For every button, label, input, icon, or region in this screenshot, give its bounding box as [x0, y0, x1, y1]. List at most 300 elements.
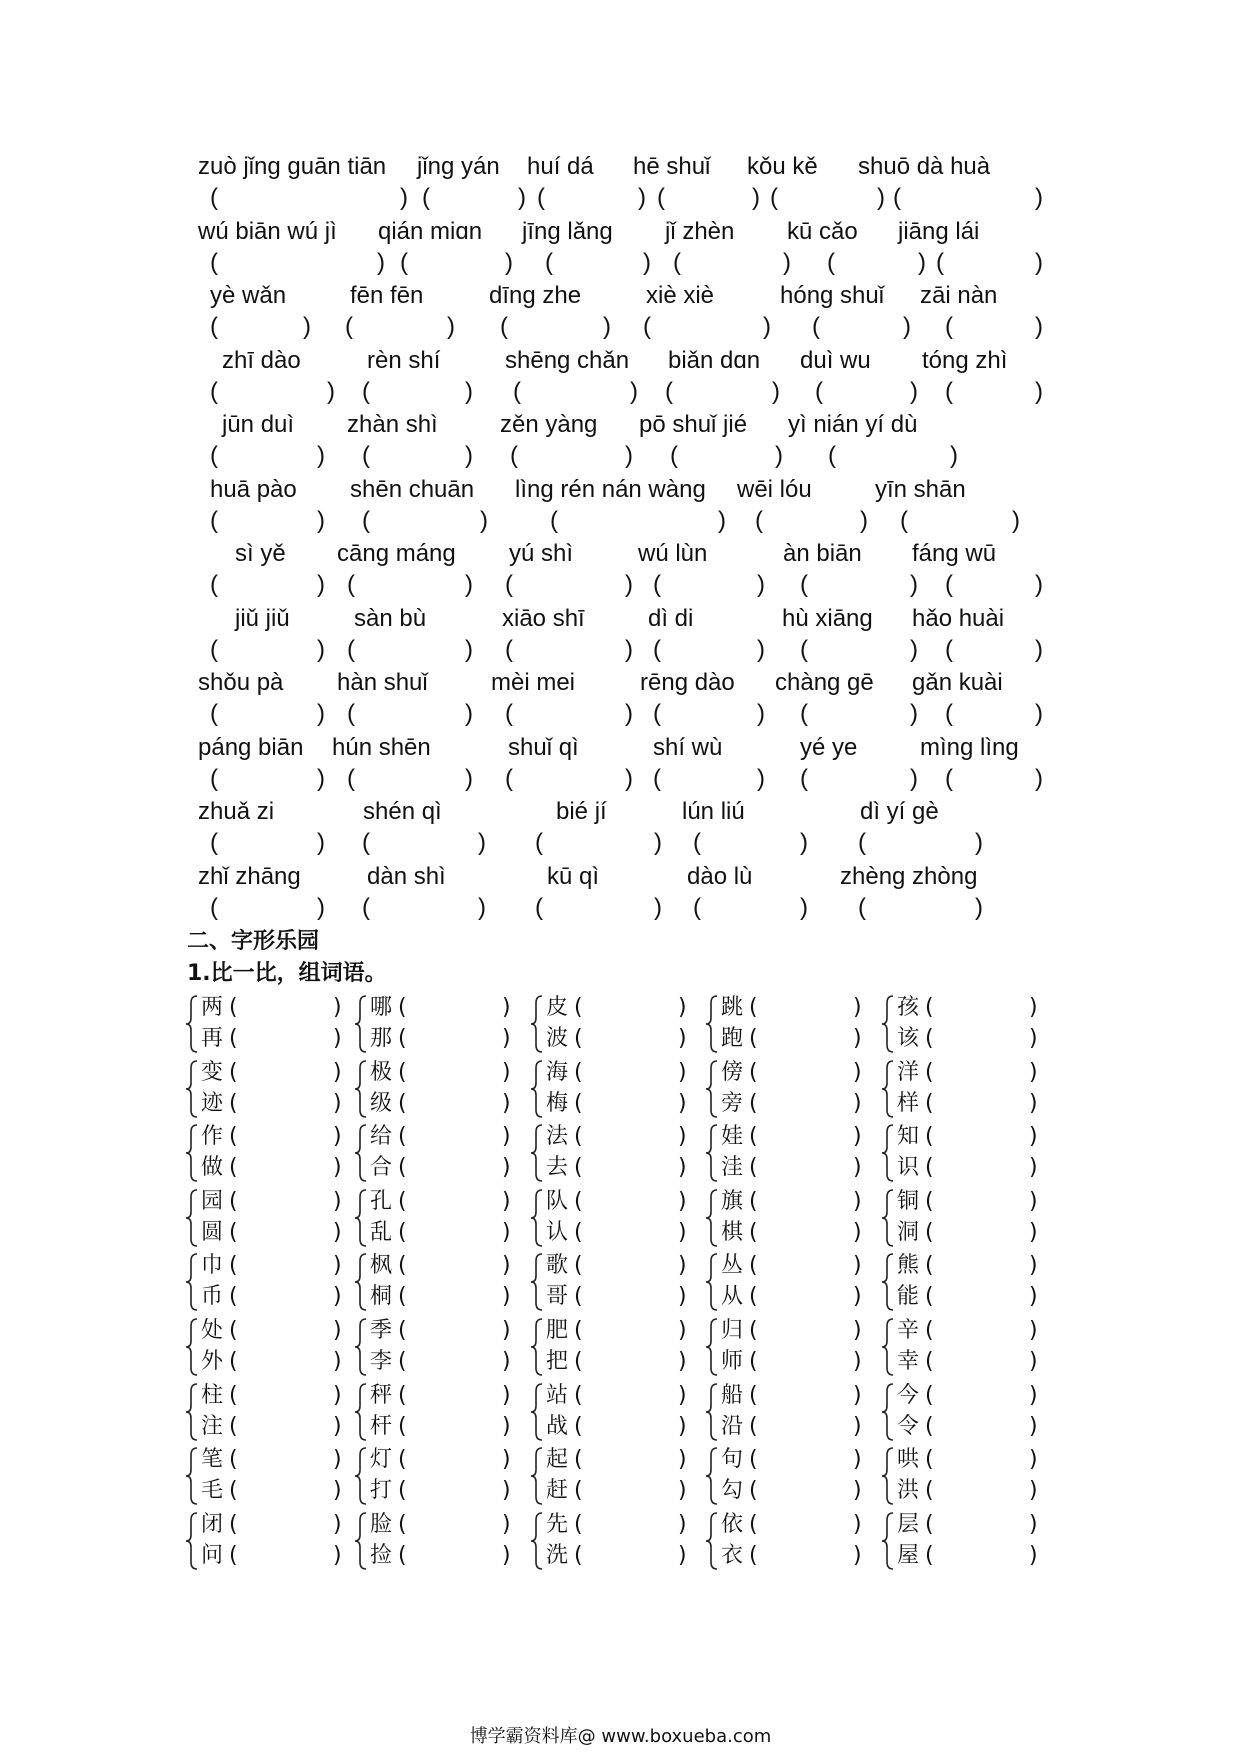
answer-blank-open-paren[interactable]: ( — [398, 1284, 407, 1310]
answer-blank-close-paren[interactable]: ) — [1029, 1253, 1038, 1279]
answer-blank-close-paren[interactable]: ) — [678, 1284, 687, 1310]
answer-blank-close-paren[interactable]: ) — [465, 377, 473, 405]
answer-blank-close-paren[interactable]: ) — [678, 1542, 687, 1568]
answer-blank-close-paren[interactable]: ) — [505, 248, 513, 276]
answer-blank-close-paren[interactable]: ) — [502, 1155, 511, 1181]
answer-blank-close-paren[interactable]: ) — [1035, 377, 1043, 405]
answer-blank-open-paren[interactable]: ( — [398, 1447, 407, 1473]
answer-blank-open-paren[interactable]: ( — [945, 571, 953, 598]
answer-blank-close-paren[interactable]: ) — [678, 1026, 687, 1051]
answer-blank-close-paren[interactable]: ) — [603, 313, 611, 340]
answer-blank-open-paren[interactable]: ( — [229, 1124, 238, 1150]
answer-blank-open-paren[interactable]: ( — [210, 764, 218, 792]
answer-blank-close-paren[interactable]: ) — [910, 571, 918, 598]
answer-blank-close-paren[interactable]: ) — [317, 442, 325, 469]
answer-blank-open-paren[interactable]: ( — [858, 893, 866, 921]
answer-blank-close-paren[interactable]: ) — [678, 1188, 687, 1214]
answer-blank-close-paren[interactable]: ) — [853, 1284, 862, 1310]
answer-blank-open-paren[interactable]: ( — [210, 506, 218, 534]
answer-blank-open-paren[interactable]: ( — [945, 377, 953, 405]
answer-blank-close-paren[interactable]: ) — [783, 248, 791, 276]
answer-blank-open-paren[interactable]: ( — [755, 506, 763, 534]
answer-blank-close-paren[interactable]: ) — [678, 1059, 687, 1085]
answer-blank-open-paren[interactable]: ( — [398, 1382, 407, 1408]
answer-blank-close-paren[interactable]: ) — [800, 829, 808, 856]
answer-blank-close-paren[interactable]: ) — [478, 893, 486, 921]
answer-blank-close-paren[interactable]: ) — [317, 571, 325, 598]
answer-blank-close-paren[interactable]: ) — [333, 1284, 342, 1310]
answer-blank-close-paren[interactable]: ) — [333, 1155, 342, 1181]
answer-blank-close-paren[interactable]: ) — [317, 764, 325, 792]
answer-blank-open-paren[interactable]: ( — [347, 764, 355, 792]
answer-blank-close-paren[interactable]: ) — [502, 1090, 511, 1116]
answer-blank-close-paren[interactable]: ) — [678, 1478, 687, 1504]
answer-blank-open-paren[interactable]: ( — [398, 1318, 407, 1343]
answer-blank-close-paren[interactable]: ) — [853, 1478, 862, 1504]
answer-blank-open-paren[interactable]: ( — [229, 1478, 238, 1504]
answer-blank-close-paren[interactable]: ) — [333, 1413, 342, 1439]
answer-blank-close-paren[interactable]: ) — [447, 313, 455, 340]
answer-blank-open-paren[interactable]: ( — [500, 313, 508, 340]
answer-blank-close-paren[interactable]: ) — [678, 1511, 687, 1537]
answer-blank-close-paren[interactable]: ) — [502, 1188, 511, 1214]
answer-blank-close-paren[interactable]: ) — [1029, 1059, 1038, 1085]
answer-blank-open-paren[interactable]: ( — [229, 1542, 238, 1568]
answer-blank-open-paren[interactable]: ( — [800, 764, 808, 792]
answer-blank-open-paren[interactable]: ( — [925, 995, 934, 1020]
answer-blank-close-paren[interactable]: ) — [678, 1219, 687, 1245]
answer-blank-open-paren[interactable]: ( — [505, 571, 513, 598]
answer-blank-close-paren[interactable]: ) — [502, 1542, 511, 1568]
answer-blank-close-paren[interactable]: ) — [480, 506, 488, 534]
answer-blank-open-paren[interactable]: ( — [398, 1511, 407, 1537]
answer-blank-open-paren[interactable]: ( — [749, 995, 758, 1020]
answer-blank-close-paren[interactable]: ) — [678, 1155, 687, 1181]
answer-blank-close-paren[interactable]: ) — [333, 1219, 342, 1245]
answer-blank-open-paren[interactable]: ( — [210, 571, 218, 598]
answer-blank-close-paren[interactable]: ) — [502, 1349, 511, 1374]
answer-blank-open-paren[interactable]: ( — [925, 1542, 934, 1568]
answer-blank-open-paren[interactable]: ( — [749, 1059, 758, 1085]
answer-blank-close-paren[interactable]: ) — [502, 1284, 511, 1310]
answer-blank-close-paren[interactable]: ) — [333, 1447, 342, 1473]
answer-blank-close-paren[interactable]: ) — [333, 1542, 342, 1568]
answer-blank-open-paren[interactable]: ( — [210, 635, 218, 663]
answer-blank-open-paren[interactable]: ( — [537, 184, 545, 211]
answer-blank-close-paren[interactable]: ) — [465, 700, 473, 727]
answer-blank-close-paren[interactable]: ) — [333, 1511, 342, 1537]
answer-blank-close-paren[interactable]: ) — [757, 571, 765, 598]
answer-blank-open-paren[interactable]: ( — [925, 1059, 934, 1085]
answer-blank-close-paren[interactable]: ) — [1035, 764, 1043, 792]
answer-blank-close-paren[interactable]: ) — [800, 893, 808, 921]
answer-blank-open-paren[interactable]: ( — [749, 1284, 758, 1310]
answer-blank-open-paren[interactable]: ( — [749, 1349, 758, 1374]
answer-blank-open-paren[interactable]: ( — [749, 1188, 758, 1214]
answer-blank-close-paren[interactable]: ) — [333, 1318, 342, 1343]
answer-blank-close-paren[interactable]: ) — [502, 1511, 511, 1537]
answer-blank-close-paren[interactable]: ) — [1029, 1026, 1038, 1051]
answer-blank-close-paren[interactable]: ) — [853, 1155, 862, 1181]
answer-blank-open-paren[interactable]: ( — [229, 995, 238, 1020]
answer-blank-close-paren[interactable]: ) — [502, 1219, 511, 1245]
answer-blank-close-paren[interactable]: ) — [757, 635, 765, 663]
answer-blank-open-paren[interactable]: ( — [749, 1511, 758, 1537]
answer-blank-close-paren[interactable]: ) — [853, 1219, 862, 1245]
answer-blank-close-paren[interactable]: ) — [333, 1349, 342, 1374]
answer-blank-open-paren[interactable]: ( — [574, 1349, 583, 1374]
answer-blank-close-paren[interactable]: ) — [327, 377, 335, 405]
answer-blank-open-paren[interactable]: ( — [925, 1090, 934, 1116]
answer-blank-open-paren[interactable]: ( — [574, 1318, 583, 1343]
answer-blank-open-paren[interactable]: ( — [945, 635, 953, 663]
answer-blank-close-paren[interactable]: ) — [303, 313, 311, 340]
answer-blank-open-paren[interactable]: ( — [574, 1447, 583, 1473]
answer-blank-open-paren[interactable]: ( — [400, 248, 408, 276]
answer-blank-close-paren[interactable]: ) — [333, 1124, 342, 1150]
answer-blank-open-paren[interactable]: ( — [673, 248, 681, 276]
answer-blank-open-paren[interactable]: ( — [362, 506, 370, 534]
answer-blank-close-paren[interactable]: ) — [333, 1188, 342, 1214]
answer-blank-open-paren[interactable]: ( — [398, 1155, 407, 1181]
answer-blank-close-paren[interactable]: ) — [853, 1253, 862, 1279]
answer-blank-open-paren[interactable]: ( — [229, 1155, 238, 1181]
answer-blank-close-paren[interactable]: ) — [638, 184, 646, 211]
answer-blank-open-paren[interactable]: ( — [653, 635, 661, 663]
answer-blank-close-paren[interactable]: ) — [502, 1124, 511, 1150]
answer-blank-open-paren[interactable]: ( — [574, 1253, 583, 1279]
answer-blank-close-paren[interactable]: ) — [502, 1253, 511, 1279]
answer-blank-open-paren[interactable]: ( — [398, 1090, 407, 1116]
answer-blank-close-paren[interactable]: ) — [625, 571, 633, 598]
answer-blank-close-paren[interactable]: ) — [518, 184, 526, 211]
answer-blank-close-paren[interactable]: ) — [860, 506, 868, 534]
answer-blank-close-paren[interactable]: ) — [910, 700, 918, 727]
answer-blank-close-paren[interactable]: ) — [853, 1447, 862, 1473]
answer-blank-close-paren[interactable]: ) — [853, 1059, 862, 1085]
answer-blank-close-paren[interactable]: ) — [333, 1090, 342, 1116]
answer-blank-open-paren[interactable]: ( — [858, 829, 866, 856]
answer-blank-close-paren[interactable]: ) — [1029, 1090, 1038, 1116]
answer-blank-open-paren[interactable]: ( — [229, 1253, 238, 1279]
answer-blank-open-paren[interactable]: ( — [229, 1318, 238, 1343]
answer-blank-open-paren[interactable]: ( — [925, 1219, 934, 1245]
answer-blank-close-paren[interactable]: ) — [1035, 700, 1043, 727]
answer-blank-open-paren[interactable]: ( — [749, 1219, 758, 1245]
answer-blank-open-paren[interactable]: ( — [398, 1026, 407, 1051]
answer-blank-close-paren[interactable]: ) — [772, 377, 780, 405]
answer-blank-open-paren[interactable]: ( — [749, 1447, 758, 1473]
answer-blank-close-paren[interactable]: ) — [478, 829, 486, 856]
answer-blank-close-paren[interactable]: ) — [752, 184, 760, 211]
answer-blank-open-paren[interactable]: ( — [229, 1284, 238, 1310]
answer-blank-close-paren[interactable]: ) — [678, 995, 687, 1020]
answer-blank-open-paren[interactable]: ( — [574, 1059, 583, 1085]
answer-blank-open-paren[interactable]: ( — [574, 1026, 583, 1051]
answer-blank-open-paren[interactable]: ( — [398, 995, 407, 1020]
answer-blank-close-paren[interactable]: ) — [502, 1318, 511, 1343]
answer-blank-open-paren[interactable]: ( — [925, 1318, 934, 1343]
answer-blank-open-paren[interactable]: ( — [925, 1155, 934, 1181]
answer-blank-close-paren[interactable]: ) — [1029, 1478, 1038, 1504]
answer-blank-open-paren[interactable]: ( — [210, 829, 218, 856]
answer-blank-open-paren[interactable]: ( — [800, 571, 808, 598]
answer-blank-close-paren[interactable]: ) — [678, 1382, 687, 1408]
answer-blank-close-paren[interactable]: ) — [317, 506, 325, 534]
answer-blank-close-paren[interactable]: ) — [1029, 1124, 1038, 1150]
answer-blank-open-paren[interactable]: ( — [362, 442, 370, 469]
answer-blank-open-paren[interactable]: ( — [945, 313, 953, 340]
answer-blank-open-paren[interactable]: ( — [229, 1413, 238, 1439]
answer-blank-close-paren[interactable]: ) — [1029, 1188, 1038, 1214]
answer-blank-open-paren[interactable]: ( — [574, 1382, 583, 1408]
answer-blank-open-paren[interactable]: ( — [800, 635, 808, 663]
answer-blank-close-paren[interactable]: ) — [502, 995, 511, 1020]
answer-blank-open-paren[interactable]: ( — [398, 1219, 407, 1245]
answer-blank-open-paren[interactable]: ( — [347, 700, 355, 727]
answer-blank-close-paren[interactable]: ) — [678, 1413, 687, 1439]
answer-blank-open-paren[interactable]: ( — [812, 313, 820, 340]
answer-blank-open-paren[interactable]: ( — [574, 1219, 583, 1245]
answer-blank-open-paren[interactable]: ( — [749, 1413, 758, 1439]
answer-blank-open-paren[interactable]: ( — [210, 248, 218, 276]
answer-blank-close-paren[interactable]: ) — [1029, 1413, 1038, 1439]
answer-blank-close-paren[interactable]: ) — [317, 829, 325, 856]
answer-blank-close-paren[interactable]: ) — [1035, 248, 1043, 276]
answer-blank-open-paren[interactable]: ( — [657, 184, 665, 211]
answer-blank-open-paren[interactable]: ( — [550, 506, 558, 534]
answer-blank-open-paren[interactable]: ( — [945, 764, 953, 792]
answer-blank-close-paren[interactable]: ) — [643, 248, 651, 276]
answer-blank-close-paren[interactable]: ) — [333, 1026, 342, 1051]
answer-blank-close-paren[interactable]: ) — [853, 1542, 862, 1568]
answer-blank-close-paren[interactable]: ) — [678, 1447, 687, 1473]
answer-blank-open-paren[interactable]: ( — [398, 1349, 407, 1374]
answer-blank-open-paren[interactable]: ( — [925, 1447, 934, 1473]
answer-blank-open-paren[interactable]: ( — [749, 1124, 758, 1150]
answer-blank-open-paren[interactable]: ( — [925, 1188, 934, 1214]
answer-blank-close-paren[interactable]: ) — [1035, 184, 1043, 211]
answer-blank-open-paren[interactable]: ( — [749, 1026, 758, 1051]
answer-blank-close-paren[interactable]: ) — [853, 1090, 862, 1116]
answer-blank-open-paren[interactable]: ( — [398, 1059, 407, 1085]
answer-blank-open-paren[interactable]: ( — [749, 1478, 758, 1504]
answer-blank-open-paren[interactable]: ( — [362, 377, 370, 405]
answer-blank-open-paren[interactable]: ( — [398, 1124, 407, 1150]
answer-blank-open-paren[interactable]: ( — [229, 1059, 238, 1085]
answer-blank-close-paren[interactable]: ) — [465, 764, 473, 792]
answer-blank-close-paren[interactable]: ) — [502, 1413, 511, 1439]
answer-blank-close-paren[interactable]: ) — [1035, 635, 1043, 663]
answer-blank-open-paren[interactable]: ( — [749, 1090, 758, 1116]
answer-blank-close-paren[interactable]: ) — [317, 700, 325, 727]
answer-blank-close-paren[interactable]: ) — [1029, 1382, 1038, 1408]
answer-blank-open-paren[interactable]: ( — [513, 377, 521, 405]
answer-blank-open-paren[interactable]: ( — [749, 1318, 758, 1343]
answer-blank-open-paren[interactable]: ( — [653, 571, 661, 598]
answer-blank-close-paren[interactable]: ) — [975, 893, 983, 921]
answer-blank-close-paren[interactable]: ) — [502, 1478, 511, 1504]
answer-blank-close-paren[interactable]: ) — [975, 829, 983, 856]
answer-blank-open-paren[interactable]: ( — [210, 184, 218, 211]
answer-blank-close-paren[interactable]: ) — [333, 995, 342, 1020]
answer-blank-open-paren[interactable]: ( — [925, 1478, 934, 1504]
answer-blank-close-paren[interactable]: ) — [654, 893, 662, 921]
answer-blank-close-paren[interactable]: ) — [910, 635, 918, 663]
answer-blank-close-paren[interactable]: ) — [853, 1124, 862, 1150]
answer-blank-open-paren[interactable]: ( — [362, 829, 370, 856]
answer-blank-open-paren[interactable]: ( — [749, 1542, 758, 1568]
answer-blank-close-paren[interactable]: ) — [853, 1349, 862, 1374]
answer-blank-open-paren[interactable]: ( — [828, 442, 836, 469]
answer-blank-close-paren[interactable]: ) — [678, 1318, 687, 1343]
answer-blank-open-paren[interactable]: ( — [229, 1349, 238, 1374]
answer-blank-open-paren[interactable]: ( — [945, 700, 953, 727]
answer-blank-open-paren[interactable]: ( — [505, 700, 513, 727]
answer-blank-close-paren[interactable]: ) — [1029, 1318, 1038, 1343]
answer-blank-close-paren[interactable]: ) — [950, 442, 958, 469]
answer-blank-open-paren[interactable]: ( — [900, 506, 908, 534]
answer-blank-open-paren[interactable]: ( — [229, 1511, 238, 1537]
answer-blank-close-paren[interactable]: ) — [502, 1382, 511, 1408]
answer-blank-open-paren[interactable]: ( — [815, 377, 823, 405]
answer-blank-open-paren[interactable]: ( — [925, 1349, 934, 1374]
answer-blank-close-paren[interactable]: ) — [465, 571, 473, 598]
answer-blank-open-paren[interactable]: ( — [210, 377, 218, 405]
answer-blank-close-paren[interactable]: ) — [317, 893, 325, 921]
answer-blank-close-paren[interactable]: ) — [317, 635, 325, 663]
answer-blank-close-paren[interactable]: ) — [775, 442, 783, 469]
answer-blank-open-paren[interactable]: ( — [574, 1188, 583, 1214]
answer-blank-close-paren[interactable]: ) — [1029, 1284, 1038, 1310]
answer-blank-open-paren[interactable]: ( — [574, 1542, 583, 1568]
answer-blank-close-paren[interactable]: ) — [678, 1349, 687, 1374]
answer-blank-open-paren[interactable]: ( — [925, 1124, 934, 1150]
answer-blank-close-paren[interactable]: ) — [1029, 1219, 1038, 1245]
answer-blank-open-paren[interactable]: ( — [574, 1511, 583, 1537]
answer-blank-open-paren[interactable]: ( — [574, 1155, 583, 1181]
answer-blank-open-paren[interactable]: ( — [574, 1090, 583, 1116]
answer-blank-open-paren[interactable]: ( — [535, 829, 543, 856]
answer-blank-open-paren[interactable]: ( — [574, 1413, 583, 1439]
answer-blank-close-paren[interactable]: ) — [1029, 1542, 1038, 1568]
answer-blank-open-paren[interactable]: ( — [643, 313, 651, 340]
answer-blank-close-paren[interactable]: ) — [853, 1413, 862, 1439]
answer-blank-open-paren[interactable]: ( — [210, 313, 218, 340]
answer-blank-close-paren[interactable]: ) — [333, 1253, 342, 1279]
answer-blank-open-paren[interactable]: ( — [398, 1413, 407, 1439]
answer-blank-close-paren[interactable]: ) — [1029, 1349, 1038, 1374]
answer-blank-open-paren[interactable]: ( — [210, 893, 218, 921]
answer-blank-close-paren[interactable]: ) — [400, 184, 408, 211]
answer-blank-close-paren[interactable]: ) — [678, 1253, 687, 1279]
answer-blank-open-paren[interactable]: ( — [800, 700, 808, 727]
answer-blank-close-paren[interactable]: ) — [625, 442, 633, 469]
answer-blank-open-paren[interactable]: ( — [347, 571, 355, 598]
answer-blank-open-paren[interactable]: ( — [693, 893, 701, 921]
answer-blank-open-paren[interactable]: ( — [229, 1090, 238, 1116]
answer-blank-close-paren[interactable]: ) — [763, 313, 771, 340]
answer-blank-open-paren[interactable]: ( — [574, 1478, 583, 1504]
answer-blank-close-paren[interactable]: ) — [1035, 571, 1043, 598]
answer-blank-open-paren[interactable]: ( — [925, 1253, 934, 1279]
answer-blank-open-paren[interactable]: ( — [535, 893, 543, 921]
answer-blank-open-paren[interactable]: ( — [665, 377, 673, 405]
answer-blank-open-paren[interactable]: ( — [574, 1284, 583, 1310]
answer-blank-close-paren[interactable]: ) — [333, 1382, 342, 1408]
answer-blank-close-paren[interactable]: ) — [1029, 1155, 1038, 1181]
answer-blank-open-paren[interactable]: ( — [229, 1382, 238, 1408]
answer-blank-close-paren[interactable]: ) — [1012, 506, 1020, 534]
answer-blank-open-paren[interactable]: ( — [653, 764, 661, 792]
answer-blank-close-paren[interactable]: ) — [678, 1124, 687, 1150]
answer-blank-open-paren[interactable]: ( — [893, 184, 901, 211]
answer-blank-close-paren[interactable]: ) — [853, 1382, 862, 1408]
answer-blank-close-paren[interactable]: ) — [853, 1511, 862, 1537]
answer-blank-open-paren[interactable]: ( — [505, 764, 513, 792]
answer-blank-close-paren[interactable]: ) — [630, 377, 638, 405]
answer-blank-open-paren[interactable]: ( — [574, 1124, 583, 1150]
answer-blank-close-paren[interactable]: ) — [625, 700, 633, 727]
answer-blank-close-paren[interactable]: ) — [757, 700, 765, 727]
answer-blank-open-paren[interactable]: ( — [210, 442, 218, 469]
answer-blank-close-paren[interactable]: ) — [910, 377, 918, 405]
answer-blank-open-paren[interactable]: ( — [670, 442, 678, 469]
answer-blank-open-paren[interactable]: ( — [510, 442, 518, 469]
answer-blank-open-paren[interactable]: ( — [827, 248, 835, 276]
answer-blank-open-paren[interactable]: ( — [925, 1382, 934, 1408]
answer-blank-open-paren[interactable]: ( — [545, 248, 553, 276]
answer-blank-close-paren[interactable]: ) — [757, 764, 765, 792]
answer-blank-close-paren[interactable]: ) — [853, 1188, 862, 1214]
answer-blank-open-paren[interactable]: ( — [398, 1253, 407, 1279]
answer-blank-open-paren[interactable]: ( — [749, 1382, 758, 1408]
answer-blank-close-paren[interactable]: ) — [333, 1478, 342, 1504]
answer-blank-close-paren[interactable]: ) — [853, 995, 862, 1020]
answer-blank-open-paren[interactable]: ( — [398, 1478, 407, 1504]
answer-blank-close-paren[interactable]: ) — [465, 635, 473, 663]
answer-blank-close-paren[interactable]: ) — [910, 764, 918, 792]
answer-blank-open-paren[interactable]: ( — [925, 1413, 934, 1439]
answer-blank-open-paren[interactable]: ( — [925, 1284, 934, 1310]
answer-blank-open-paren[interactable]: ( — [693, 829, 701, 856]
answer-blank-close-paren[interactable]: ) — [625, 635, 633, 663]
answer-blank-open-paren[interactable]: ( — [422, 184, 430, 211]
answer-blank-open-paren[interactable]: ( — [925, 1511, 934, 1537]
answer-blank-open-paren[interactable]: ( — [925, 1026, 934, 1051]
answer-blank-open-paren[interactable]: ( — [398, 1542, 407, 1568]
answer-blank-open-paren[interactable]: ( — [505, 635, 513, 663]
answer-blank-close-paren[interactable]: ) — [718, 506, 726, 534]
answer-blank-close-paren[interactable]: ) — [853, 1318, 862, 1343]
answer-blank-close-paren[interactable]: ) — [853, 1026, 862, 1051]
answer-blank-open-paren[interactable]: ( — [229, 1447, 238, 1473]
answer-blank-open-paren[interactable]: ( — [229, 1026, 238, 1051]
answer-blank-open-paren[interactable]: ( — [574, 995, 583, 1020]
answer-blank-open-paren[interactable]: ( — [210, 700, 218, 727]
answer-blank-open-paren[interactable]: ( — [749, 1155, 758, 1181]
answer-blank-close-paren[interactable]: ) — [625, 764, 633, 792]
answer-blank-close-paren[interactable]: ) — [1035, 313, 1043, 340]
answer-blank-open-paren[interactable]: ( — [653, 700, 661, 727]
answer-blank-open-paren[interactable]: ( — [229, 1219, 238, 1245]
answer-blank-open-paren[interactable]: ( — [749, 1253, 758, 1279]
answer-blank-open-paren[interactable]: ( — [362, 893, 370, 921]
answer-blank-close-paren[interactable]: ) — [877, 184, 885, 211]
answer-blank-open-paren[interactable]: ( — [229, 1188, 238, 1214]
answer-blank-close-paren[interactable]: ) — [502, 1059, 511, 1085]
answer-blank-close-paren[interactable]: ) — [903, 313, 911, 340]
